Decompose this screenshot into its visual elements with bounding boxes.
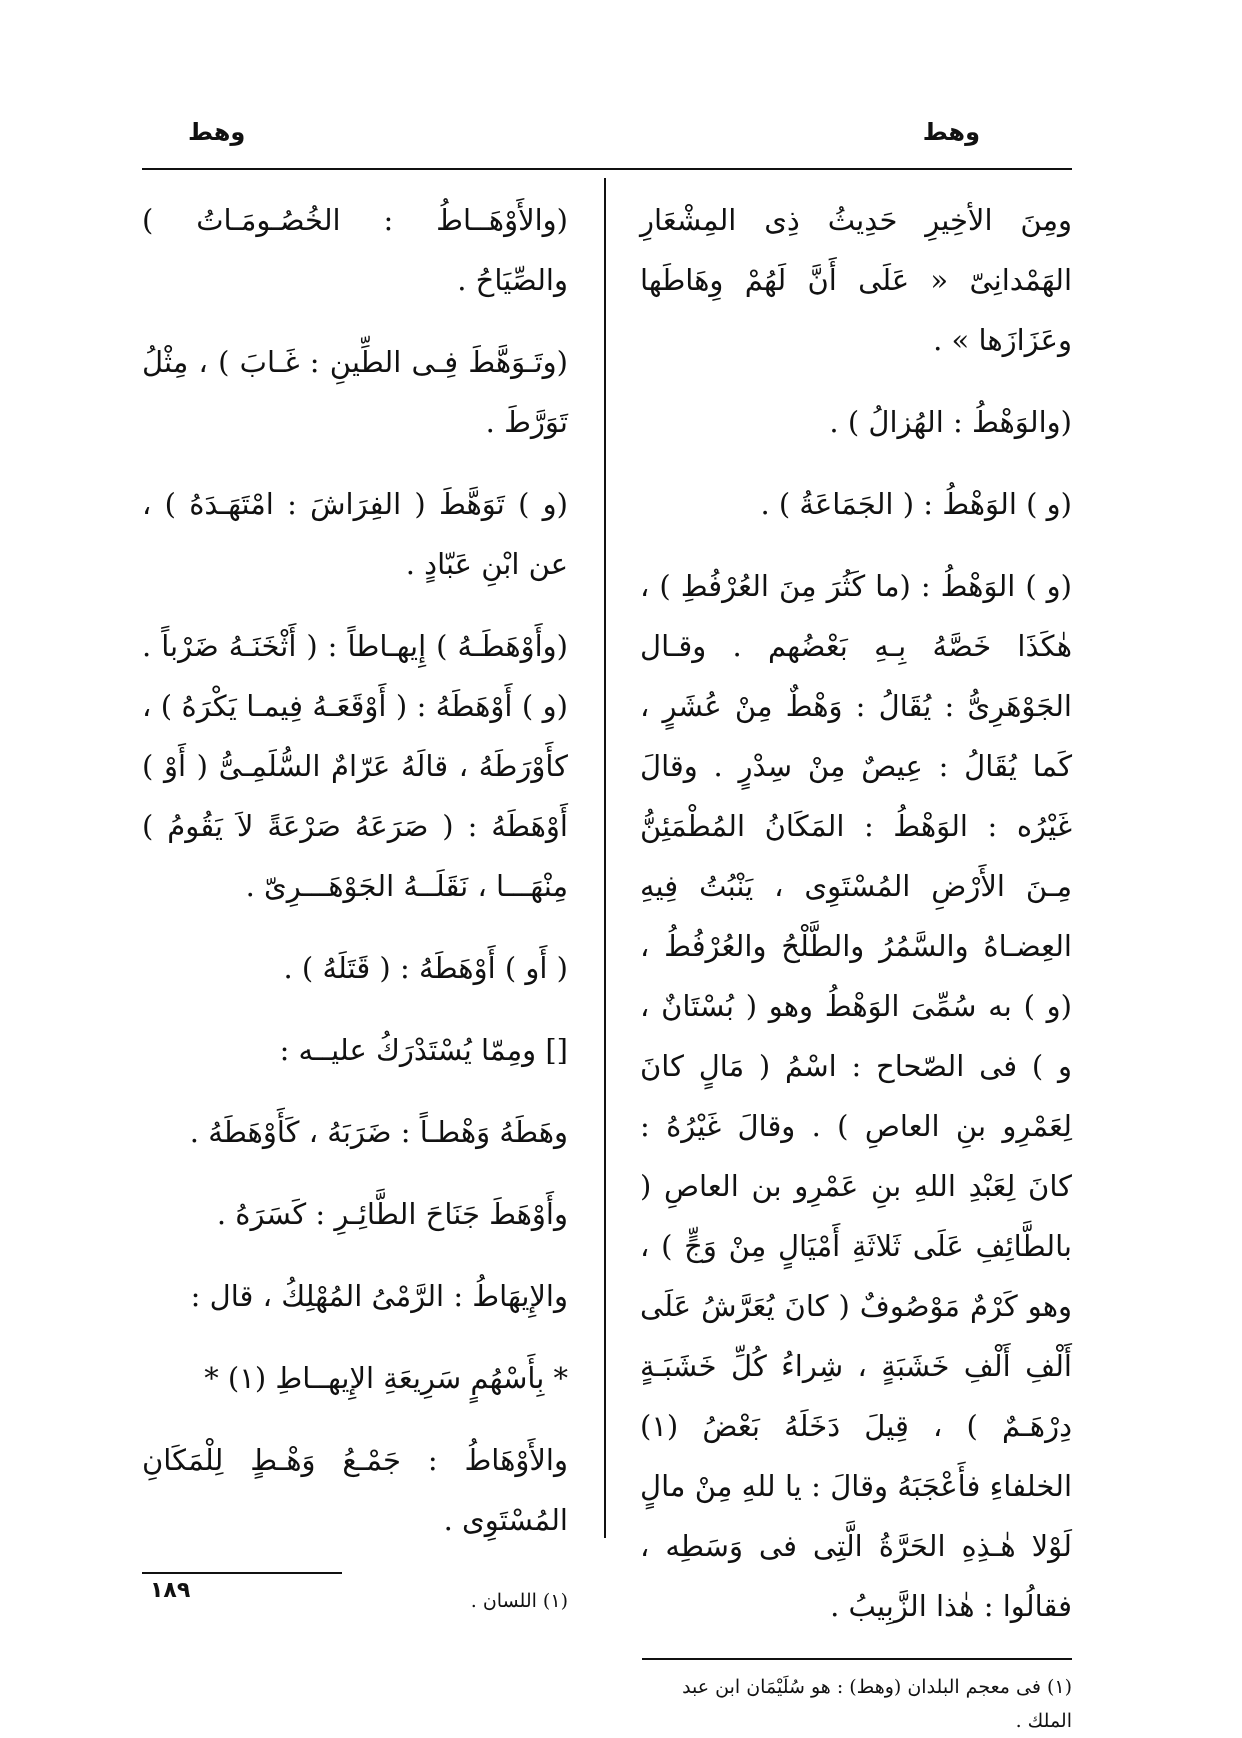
addendum-heading: [] ومِمّا يُسْتَدْرَكُ عليــه : bbox=[279, 1033, 568, 1067]
entry-paragraph: وهَطَهُ وَهْطـاً : ضَرَبَهُ ، كَأَوْهَطَهُ . bbox=[189, 1115, 568, 1149]
entry-paragraph: (والأَوْهَــاطُ : الخُصُـومَـاتُ ) والصِّيَاحُ . bbox=[142, 203, 568, 297]
running-head-right: وهط bbox=[922, 118, 980, 146]
entry-paragraph: (والوَهْطُ : الهُزالُ ) . bbox=[829, 405, 1072, 439]
left-column bbox=[142, 190, 568, 1618]
entry-paragraph: (و ) الوَهْطُ : (ما كَثُرَ مِنَ العُرْفُطِ ) ، هٰكَذَا خَصَّهُ بِـهِ بَعْضُهم . وقـال الجَوْهَرِىُّ : يُقَالُ : وَهْطٌ مِنْ عُشَرٍ ، كَما يُقَالُ : عِيصٌ مِنْ سِدْرٍ . وقالَ غَيْرُه : الوَهْطُ : المَكَانُ المُطْمَئِنُّ مِـنَ الأَرْضِ المُسْتَوِى ، يَنْبُتُ فِيهِ العِضـاهُ والسَّمُرُ والطَّلْحُ والعُرْفُطُ ، (و ) به سُمِّىَ الوَهْطُ وهو ( بُسْتَانٌ ، و ) فى الصّحاح : اسْمُ ( مَالٍ كانَ لِعَمْرِو بنِ العاصِ ) . وقالَ غَيْرُهُ : كانَ لِعَبْدِ اللهِ بنِ عَمْرِو بن العاصِ ( بالطَّائِفِ عَلَى ثَلاثَةِ أَمْيَالٍ مِنْ وَجٍّ ) ، وهو كَرْمٌ مَوْصُوفٌ ( كانَ يُعَرَّشُ عَلَى أَلْفِ أَلْفِ خَشَبَةٍ ، شِراءُ كُلِّ خَشَبَـةٍ دِرْهَـمٌ ) ، قِيلَ دَخَلَهُ بَعْضُ (١) الخلفاءِ فأَعْجَبَهُ وقالَ : يا للهِ مِنْ مالٍ لَوْلا هٰـذِهِ الحَرَّةُ الَّتِى فى وَسَطِه ، فقالُوا : هٰذا الزَّبِيبُ . bbox=[640, 569, 1072, 1623]
entry-paragraph: ( أَو ) أَوْهَطَهُ : ( قَتَلَهُ ) . bbox=[283, 951, 568, 985]
entry-paragraph: والأَوْهَاطُ : جَمْـعُ وَهْـطٍ لِلْمَكَانِ المُسْتَوِى . bbox=[142, 1443, 568, 1537]
entry-paragraph: والإِيهَاطُ : الرَّمْىُ المُهْلِكُ ، قال : bbox=[190, 1279, 568, 1313]
entry-paragraph: (وتَـوَهَّطَ فِـى الطِّينِ : غَـابَ ) ، مِثْلُ تَوَرَّطَ . bbox=[142, 345, 568, 439]
right-column bbox=[640, 190, 1072, 1738]
page-number: ١٨٩ bbox=[150, 1578, 191, 1603]
footnote-rule bbox=[642, 1658, 1072, 1660]
running-head-left: وهط bbox=[188, 118, 246, 146]
entry-paragraph: ومِنَ الأخِيرِ حَدِيثُ ذِى المِشْعَارِ الهَمْدانِىّ « عَلَى أَنَّ لَهُمْ وِهَاطَها وعَزَازَها » . bbox=[640, 203, 1072, 357]
column-divider bbox=[604, 178, 606, 1538]
entry-paragraph: وأَوْهَطَ جَنَاحَ الطَّائِـرِ : كَسَرَهُ . bbox=[216, 1197, 568, 1231]
footnote-rule bbox=[142, 1572, 342, 1574]
entry-paragraph: (و ) تَوَهَّطَ ( الفِرَاشَ : امْتَهَـدَهُ ) ، عن ابْنِ عَبّادٍ . bbox=[142, 487, 568, 581]
footnote: (١) فى معجم البلدان (وهط) : هو سُلَيْمَان ابن عبد الملك . bbox=[682, 1676, 1072, 1732]
verse-line: * بِأَسْهُمٍ سَرِيعَةِ الإِيهــاطِ (١) * bbox=[204, 1361, 568, 1395]
footnote: (١) اللسان . bbox=[470, 1590, 568, 1612]
header-rule bbox=[142, 168, 1072, 170]
entry-paragraph: (و ) الوَهْطُ : ( الجَمَاعَةُ ) . bbox=[760, 487, 1072, 521]
entry-paragraph: (وأَوْهَطَـهُ ) إِيهـاطاً : ( أَثْخَنَـهُ ضَرْباً . (و ) أَوْهَطَهُ : ( أَوْقَعَـهُ فِيمـا يَكْرَهُ ) ، كأَوْرَطَهُ ، قالَهُ عَرّامٌ السُّلَمِـىُّ ( أَوْ ) أَوْهَطَهُ : ( صَرَعَهُ صَرْعَةً لاَ يَقُومُ ) مِنْهَـــا ، نَقَلَــهُ الجَوْهَـــرِىّ . bbox=[142, 629, 568, 903]
